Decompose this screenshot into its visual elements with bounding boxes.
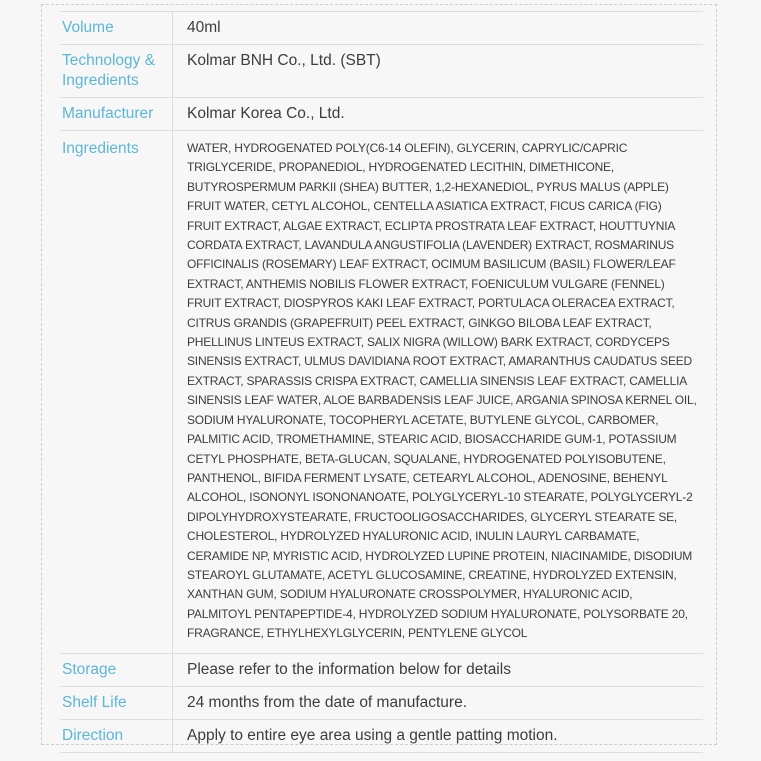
spec-label-manufacturer: Manufacturer bbox=[62, 105, 154, 122]
spec-value-storage: Please refer to the information below for details bbox=[172, 654, 703, 686]
spec-row-ingredients bbox=[60, 131, 703, 654]
spec-row-direction bbox=[60, 720, 703, 753]
spec-value-volume: 40ml bbox=[172, 12, 703, 44]
spec-value-shelf-life: 24 months from the date of manufacture. bbox=[172, 687, 703, 719]
spec-value-direction: Apply to entire eye area using a gentle patting motion. bbox=[172, 720, 703, 752]
spec-label-ingredients: Ingredients bbox=[62, 140, 139, 157]
spec-label-direction: Direction bbox=[62, 726, 124, 744]
spec-value-manufacturer: Kolmar Korea Co., Ltd. bbox=[172, 98, 703, 130]
spec-row-manufacturer bbox=[60, 98, 703, 131]
spec-value-technology-ingredients: Kolmar BNH Co., Ltd. (SBT) bbox=[172, 45, 703, 97]
product-spec-table bbox=[60, 11, 703, 753]
spec-label-shelf-life: Shelf Life bbox=[62, 693, 127, 711]
spec-label-technology-ingredients: Technology & Ingredients bbox=[62, 52, 156, 89]
spec-label-storage: Storage bbox=[62, 660, 117, 678]
spec-value-ingredients: WATER, HYDROGENATED POLY(C6-14 OLEFIN), GLYCERIN, CAPRYLIC/CAPRIC TRIGLYCERIDE, PROPANEDIOL, HYDROGENATED LECITHIN, DIMETHICONE, BUTYROSPERMUM PARKII (SHEA) BUTTER, 1,2-HEXANEDIOL, PYRUS MALUS (APPLE) FRUIT WATER, CETYL ALCOHOL, CENTELLA ASIATICA EXTRACT, FICUS CARICA (FIG) FRUIT EXTRACT, ALGAE EXTRACT, ECLIPTA PROSTRATA LEAF EXTRACT, HOUTTUYNIA CORDATA EXTRACT, LAVANDULA ANGUSTIFOLIA (LAVENDER) EXTRACT, ROSMARINUS OFFICINALIS (ROSEMARY) LEAF EXTRACT, OCIMUM BASILICUM (BASIL) FLOWER/LEAF EXTRACT, ANTHEMIS NOBILIS FLOWER EXTRACT, FOENICULUM VULGARE (FENNEL) FRUIT EXTRACT, DIOSPYROS KAKI LEAF EXTRACT, PORTULACA OLERACEA EXTRACT, CITRUS GRANDIS (GRAPEFRUIT) PEEL EXTRACT, GINKGO BILOBA LEAF EXTRACT, PHELLINUS LINTEUS EXTRACT, SALIX NIGRA (WILLOW) BARK EXTRACT, CORDYCEPS SINENSIS EXTRACT, ULMUS DAVIDIANA ROOT EXTRACT, AMARANTHUS CAUDATUS SEED EXTRACT, SPARASSIS CRISPA EXTRACT, CAMELLIA SINENSIS LEAF EXTRACT, CAMELLIA SINENSIS LEAF WATER, ALOE BARBADENSIS LEAF JUICE, ARGANIA SPINOSA KERNEL OIL, SODIUM HYALURONATE, TOCOPHERYL ACETATE, BUTYLENE GLYCOL, CARBOMER, PALMITIC ACID, TROMETHAMINE, STEARIC ACID, BIOSACCHARIDE GUM-1, POTASSIUM CETYL PHOSPHATE, BETA-GLUCAN, SQUALANE, HYDROGENATED POLYISOBUTENE, PANTHENOL, BIFIDA FERMENT LYSATE, CETEARYL ALCOHOL, ADENOSINE, BEHENYL ALCOHOL, ISONONYL ISONONANOATE, POLYGLYCERYL-10 STEARATE, POLYGLYCERYL-2 DIPOLYHYDROXYSTEARATE, FRUCTOOLIGOSACCHARIDES, GLYCERYL STEARATE SE, CHOLESTEROL, HYDROLYZED HYALURONIC ACID, INULIN LAURYL CARBAMATE, CERAMIDE NP, MYRISTIC ACID, HYDROLYZED LUPINE PROTEIN, NIACINAMIDE, DISODIUM STEAROYL GLUTAMATE, ACETYL GLUCOSAMINE, CREATINE, HYDROLYZED EXTENSIN, XANTHAN GUM, SODIUM HYALURONATE CROSSPOLYMER, HYALURONIC ACID, PALMITOYL PENTAPEPTIDE-4, HYDROLYZED SODIUM HYALURONATE, POLYSORBATE 20, FRAGRANCE, ETHYLHEXYLGLYCERIN, PENTYLENE GLYCOL bbox=[172, 131, 703, 653]
spec-row-volume bbox=[60, 12, 703, 45]
spec-row-storage bbox=[60, 654, 703, 687]
spec-label-volume: Volume bbox=[62, 19, 114, 36]
spec-row-shelf-life bbox=[60, 687, 703, 720]
spec-row-technology-ingredients bbox=[60, 45, 703, 98]
